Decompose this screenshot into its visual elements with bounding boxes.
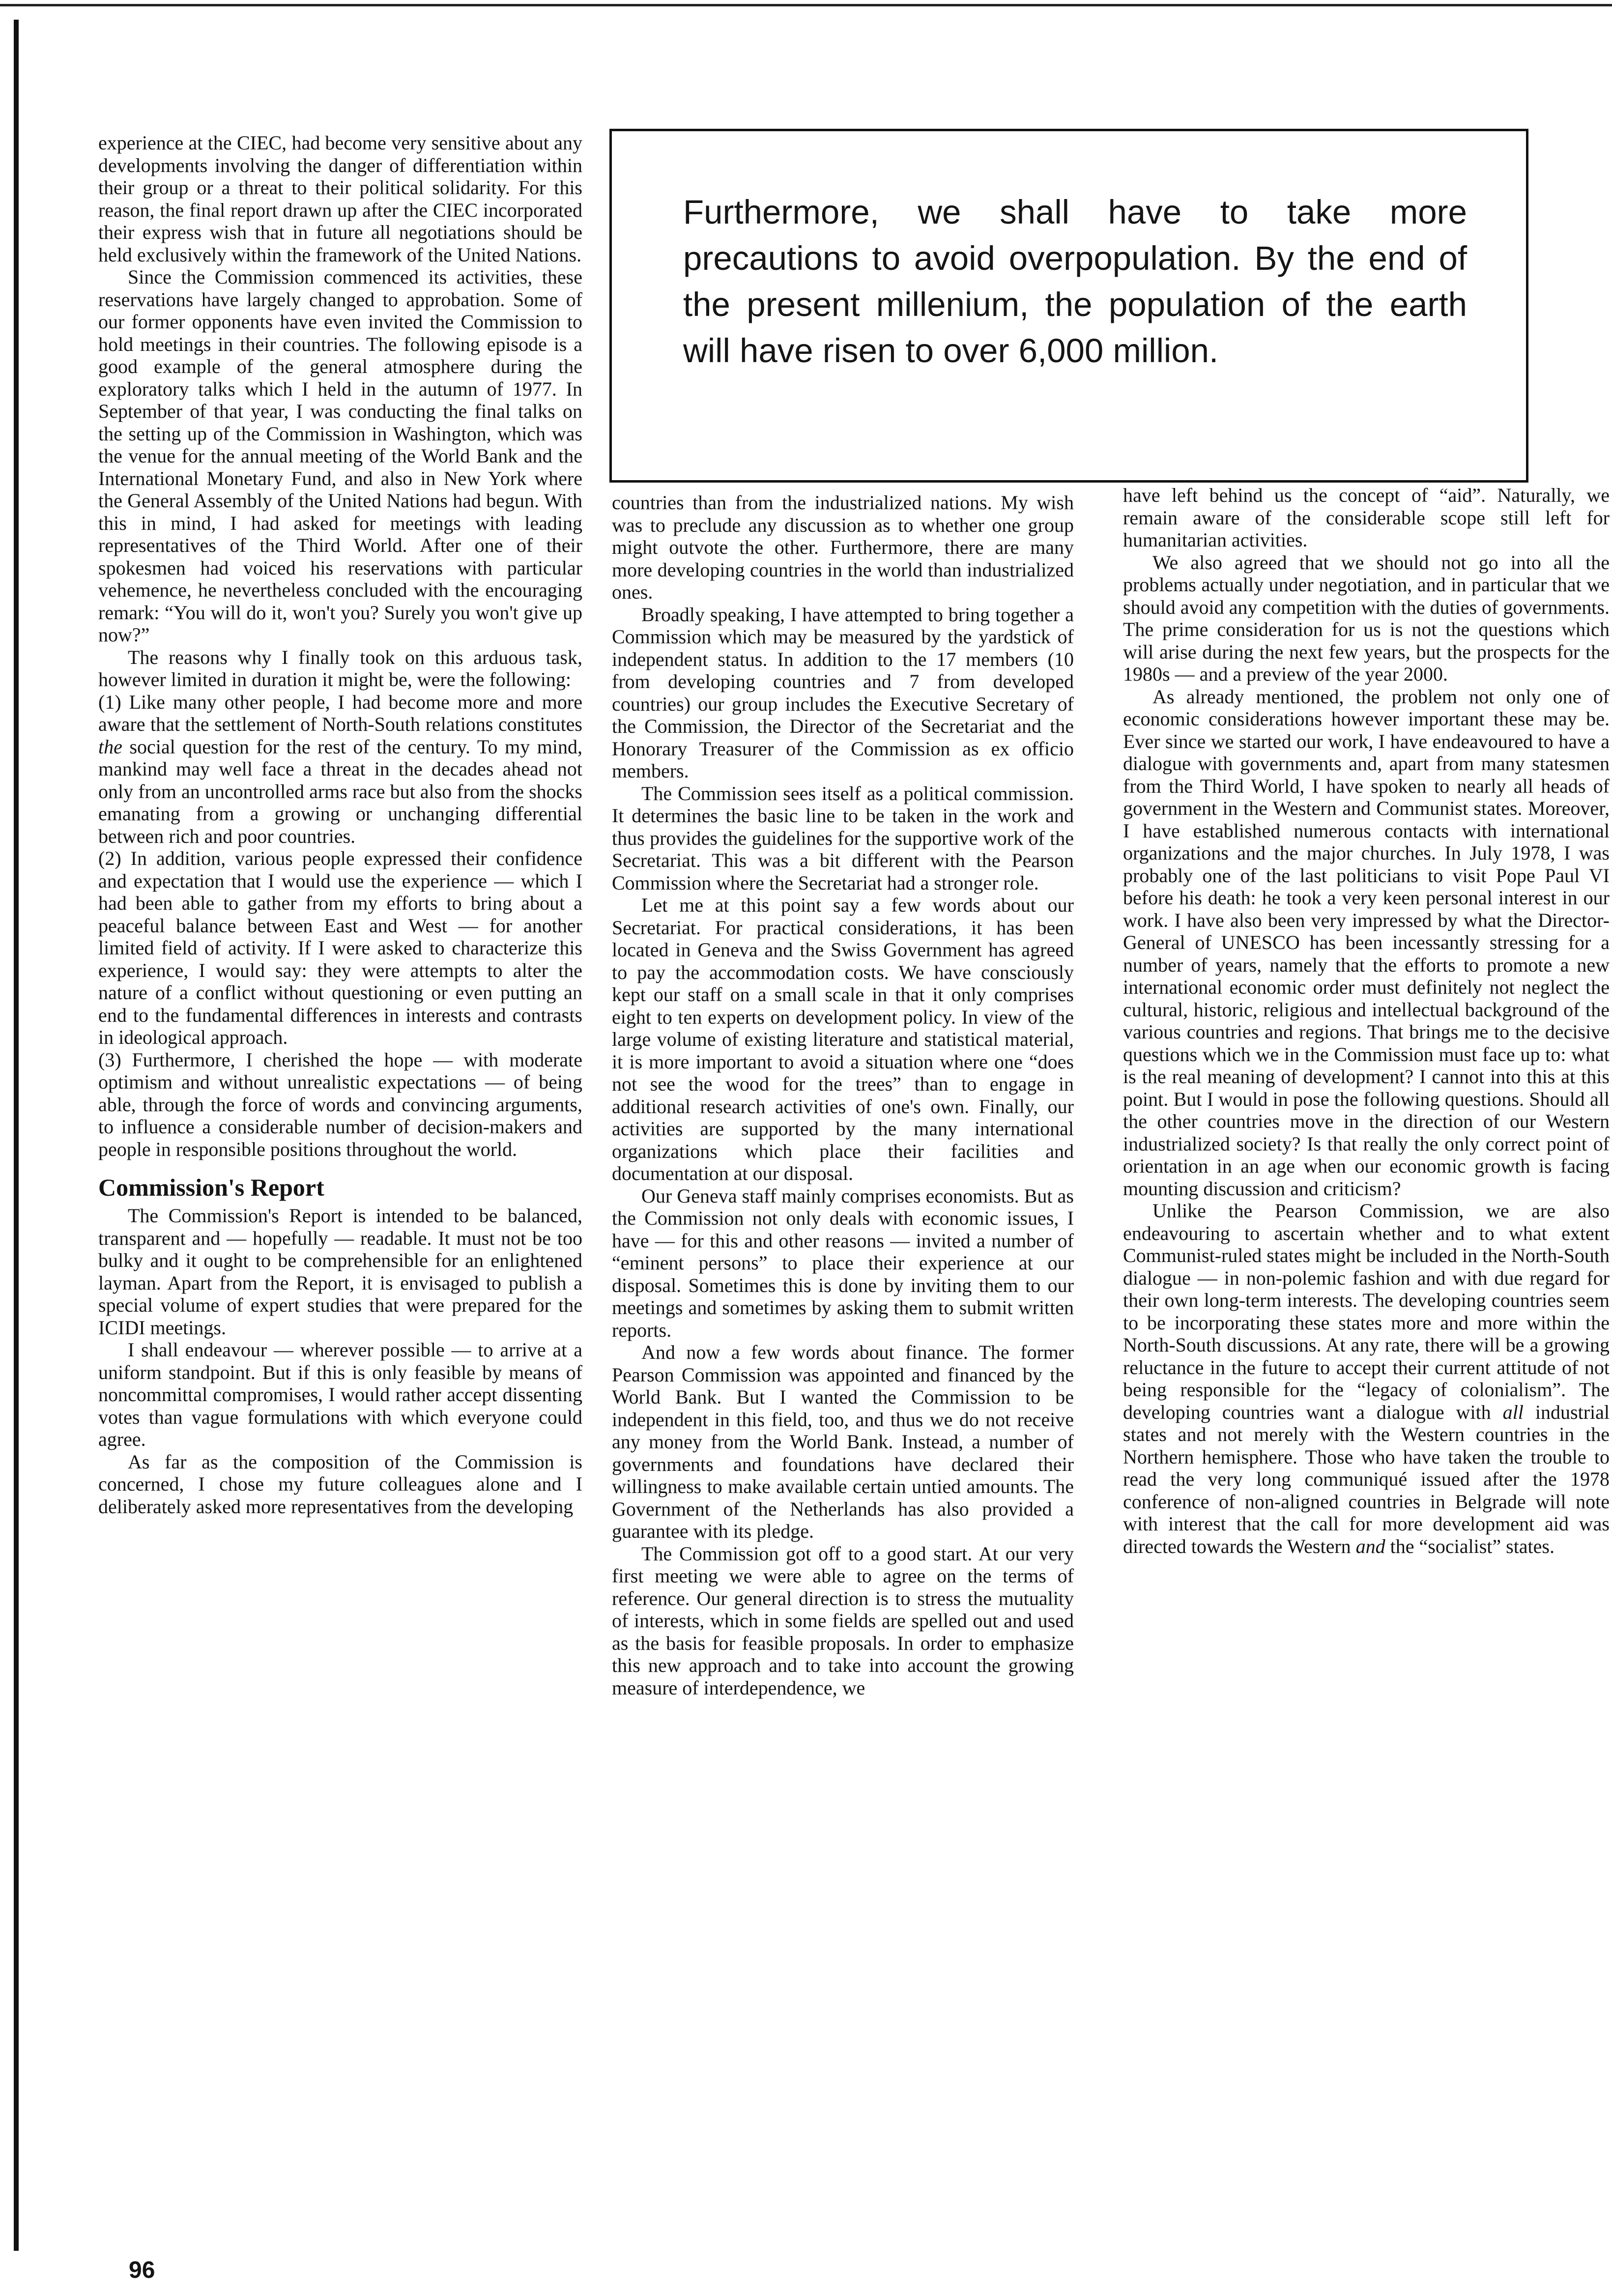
paragraph-text: the “socialist” states. <box>1385 1535 1554 1557</box>
top-border-rule <box>0 4 1612 6</box>
paragraph: Our Geneva staff mainly comprises economists. But as the Commission not only deals with economic issues, I have — for this and other reasons — invited a number of “eminent persons” to place their experience at our disposal. Sometimes this is done by inviting them to our meetings and sometimes by asking them to submit written reports. <box>612 1184 1074 1341</box>
paragraph: The Commission got off to a good start. At our very first meeting we were able to agree on the terms of reference. Our general direction is to stress the mutuality of interests, which in some fields are spelled out and used as the basis for feasible proposals. In order to emphasize this new approach and to take into account the growing measure of interdependence, we <box>612 1542 1074 1699</box>
paragraph: Broadly speaking, I have attempted to bring together a Commission which may be measured by the yardstick of independent status. In addition to the 17 members (10 from developing countries and 7 from developed countries) our group includes the Executive Secretary of the Commission, the Director of the Secretariat and the Honorary Treasurer of the Commission as ex officio members. <box>612 603 1074 782</box>
paragraph: We also agreed that we should not go into all the problems actually under negotiation, and in particular that we should avoid any competition with the duties of governments. The prime consideration for us is not the questions which will arise during the next few years, but the prospects for the 1980s — and a preview of the year 2000. <box>1123 551 1610 685</box>
list-item-text: (1) Like many other people, I had become more and more aware that the settlement of North-South relations constitutes <box>98 690 582 735</box>
paragraph: As far as the composition of the Commission is concerned, I chose my future colleagues alone and I deliberately asked more representatives from the developing <box>98 1450 582 1518</box>
paragraph-text: industrial states and not merely with the Western countries in the Northern hemisphere. Those who have taken the trouble to read the very long communiqué issued after the 1978 conference of non-aligned countries in Belgrade will note with interest that the call for more development aid was directed towards the Western <box>1123 1401 1610 1557</box>
paragraph: countries than from the industrialized nations. My wish was to preclude any discussion as to whether one group might outvote the other. Furthermore, there are many more developing countries in the world than industrialized ones. <box>612 491 1074 603</box>
paragraph: The Commission sees itself as a political commission. It determines the basic line to be taken in the work and thus provides the guidelines for the supportive work of the Secretariat. This was a bit different with the Pearson Commission where the Secretariat had a stronger role. <box>612 782 1074 894</box>
paragraph: The Commission's Report is intended to be balanced, transparent and — hopefully — readable. It must not be too bulky and it ought to be comprehensible for an enlightened layman. Apart from the Report, it is envisaged to publish a special volume of expert studies that were prepared for the ICIDI meetings. <box>98 1205 582 1339</box>
column-3 <box>1123 484 1610 1557</box>
paragraph: The reasons why I finally took on this arduous task, however limited in duration it might be, were the following: <box>98 646 582 690</box>
paragraph-text: Unlike the Pearson Commission, we are also endeavouring to ascertain whether and to what extent Communist-ruled states might be included in the North-South dialogue — in non-polemic fashion and with due regard for their own long-term interests. The developing countries seem to be incorporating these states more and more within the North-South discussions. At any rate, there will be a growing reluctance in the future to accept their current attitude of not being responsible for the “legacy of colonialism”. The developing countries want a dialogue with <box>1123 1200 1610 1423</box>
list-item <box>98 691 582 848</box>
section-heading: Commission's Report <box>98 1174 324 1201</box>
pull-quote-text: Furthermore, we shall have to take more precautions to avoid overpopulation. By the end of the present millenium, the population of the earth will have risen to over 6,000 million. <box>683 193 1467 370</box>
paragraph: Since the Commission commenced its activities, these reservations have largely changed to approbation. Some of our former opponents have even invited the Commission to hold meetings in their countries. The following episode is a good example of the general atmosphere during the exploratory talks which I held in the autumn of 1977. In September of that year, I was conducting the final talks on the setting up of the Commission in Washington, which was the venue for the annual meeting of the World Bank and the International Monetary Fund, and also in New York where the General Assembly of the United Nations had begun. With this in mind, I had asked for meetings with leading representatives of the Third World. After one of their spokesmen had voiced his reservations with particular vehemence, he nevertheless concluded with the encouraging remark: “You will do it, won't you? Surely you won't give up now?” <box>98 266 582 646</box>
emphasis: all <box>1502 1401 1524 1423</box>
left-margin-bar <box>14 20 19 2251</box>
list-item: (3) Furthermore, I cherished the hope — with moderate optimism and without unrealistic expectations — of being able, through the force of words and convincing arguments, to influence a considerable number of decision-makers and people in responsible positions throughout the world. <box>98 1048 582 1160</box>
paragraph: As already mentioned, the problem not only one of economic considerations however important these may be. Ever since we started our work, I have endeavoured to have a dialogue with governments and, apart from many statesmen from the Third World, I have spoken to nearly all heads of government in the Western and Communist states. Moreover, I have established numerous contacts with international organizations and the major churches. In July 1978, I was probably one of the last politicians to visit Pope Paul VI before his death: he took a very keen personal interest in our work. I have also been very impressed by what the Director-General of UNESCO has been incessantly stressing for a number of years, namely that the efforts to promote a new international economic order must definitely not neglect the cultural, historic, religious and intellectual background of the various countries and regions. That brings me to the decisive questions which we in the Commission must face up to: what is the real meaning of development? I cannot into this at this point. But I would in pose the following questions. Should all the other countries move in the direction of our Western industrialized society? Is that really the only correct point of orientation in an age when our economic growth is facing mounting discussion and criticism? <box>1123 685 1610 1200</box>
column-1 <box>98 132 582 1518</box>
paragraph <box>1123 1200 1610 1557</box>
paragraph: And now a few words about finance. The former Pearson Commission was appointed and financed by the World Bank. But I wanted the Commission to be independent in this field, too, and thus we do not receive any money from the World Bank. Instead, a number of governments and foundations have declared their willingness to make available certain untied amounts. The Government of the Netherlands has also provided a guarantee with its pledge. <box>612 1341 1074 1542</box>
emphasis: the <box>98 735 122 758</box>
list-item-text: social question for the rest of the century. To my mind, mankind may well face a threat in the decades ahead not only from an uncontrolled arms race but also from the shocks emanating from a growing or unchanging differential between rich and poor countries. <box>98 735 582 847</box>
pull-quote-box <box>609 129 1528 483</box>
column-2 <box>612 491 1074 1699</box>
list-item: (2) In addition, various people expressed their confidence and expectation that I would use the experience — which I had been able to gather from my efforts to bring about a peaceful balance between East and West — for another limited field of activity. If I were asked to characterize this experience, I would say: they were attempts to alter the nature of a conflict without questioning or even putting an end to the fundamental differences in interests and contrasts in ideological approach. <box>98 847 582 1048</box>
paragraph: experience at the CIEC, had become very sensitive about any developments involving the danger of differentiation within their group or a threat to their political solidarity. For this reason, the final report drawn up after the CIEC incorporated their express wish that in future all negotiations should be held exclusively within the framework of the United Nations. <box>98 132 582 266</box>
page-number: 96 <box>129 2257 155 2283</box>
emphasis: and <box>1355 1535 1385 1557</box>
paragraph: I shall endeavour — wherever possible — to arrive at a uniform standpoint. But if this is only feasible by means of noncommittal compromises, I would rather accept dissenting votes than vague formulations with which everyone could agree. <box>98 1339 582 1450</box>
paragraph: have left behind us the concept of “aid”. Naturally, we remain aware of the considerable scope still left for humanitarian activities. <box>1123 484 1610 551</box>
paragraph: Let me at this point say a few words about our Secretariat. For practical considerations, it has been located in Geneva and the Swiss Government has agreed to pay the accommodation costs. We have consciously kept our staff on a small scale in that it only comprises eight to ten experts on development policy. In view of the large volume of existing literature and statistical material, it is more important to avoid a situation where one “does not see the wood for the trees” than to engage in additional research activities of one's own. Finally, our activities are supported by the many international organizations which place their facilities and documentation at our disposal. <box>612 894 1074 1184</box>
